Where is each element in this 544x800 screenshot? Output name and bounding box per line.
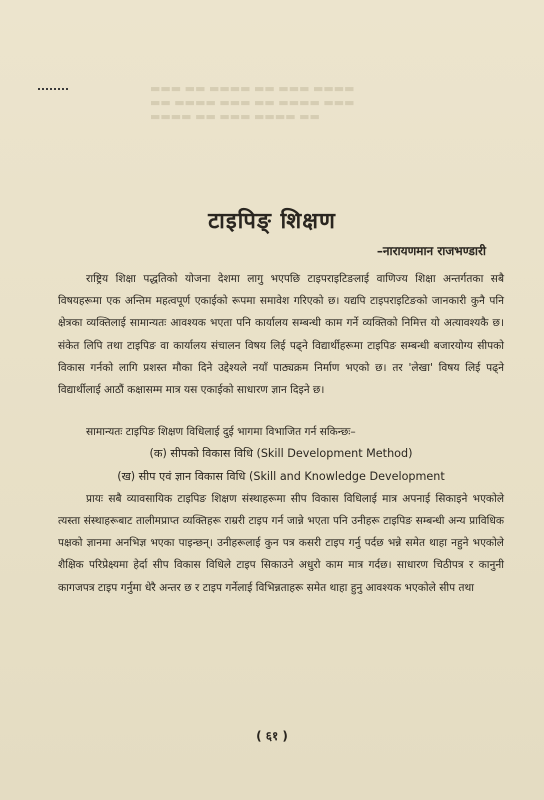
method-item-kha: (ख) सीप एवं ज्ञान विकास विधि (Skill and Knowledge Development: [117, 469, 445, 483]
bleed-through-text: ▬▬▬ ▬▬ ▬▬▬▬ ▬▬ ▬▬▬ ▬▬▬▬ ▬▬ ▬▬▬▬ ▬▬▬ ▬▬ ▬▬▬▬ ▬▬▬ ▬▬▬▬ ▬▬ ▬▬▬ ▬▬▬▬ ▬▬: [150, 82, 355, 123]
page-number: ( ६१ ): [256, 729, 288, 743]
author-byline: –नारायणमान राजभण्डारी: [376, 244, 486, 258]
page-title: टाइपिङ् शिक्षण: [208, 209, 336, 234]
closing-paragraph: प्रायः सबै व्यावसायिक टाइपिङ शिक्षण संस्थाहरूमा सीप विकास विधिलाई मात्र अपनाई सिकाइने भएकोले त्यस्ता संस्थाहरूबाट तालीमप्राप्त व्यक्तिहरू राम्ररी टाइप गर्न जान्ने भएता पनि उनीहरू टाइपिङ सम्बन्धी अन्य प्राविधिक पक्षको ज्ञानमा अनभिज्ञ भएका पाइन्छन्। उनीहरूलाई कुन पत्र कसरी टाइप गर्नु पर्दछ भन्ने समेत थाहा नहुने भएकोले शैक्षिक परिप्रेक्ष्यमा हेर्दा सीप विकास विधिले टाइप सिकाउने अधुरो काम मात्र गर्दछ। साधारण चिठीपत्र र कानुनी कागजपत्र टाइप गर्नुमा धेरै अन्तर छ र टाइप गर्नेलाई विभिन्नताहरू समेत थाहा हुनु आवश्यक भएकोले सीप तथा: [58, 492, 504, 594]
margin-marks: [38, 88, 68, 93]
article-body: [58, 268, 504, 599]
methods-intro: सामान्यतः टाइपिङ शिक्षण विधिलाई दुई भागमा विभाजित गर्न सकिन्छः–: [86, 426, 356, 439]
method-item-ka: (क) सीपको विकास विधि (Skill Development Method): [149, 447, 413, 461]
paragraph: राष्ट्रिय शिक्षा पद्धतिको योजना देशमा लागु भएपछि टाइपराइटिङलाई वाणिज्य शिक्षा अन्तर्गतका सबै विषयहरूमा एक अन्तिम महत्वपूर्ण एकाईको रूपमा समावेश गरिएको छ। यद्यपि टाइपराइटिङको जानकारी कुनै पनि क्षेत्रका व्यक्तिलाई सामान्यतः आवश्यक भएता पनि कार्यालय सम्बन्धी काम गर्ने व्यक्तिको निमित्त यो अत्यावश्यकै छ। संकेत लिपि तथा टाइपिङ वा कार्यालय संचालन विषय लिई पढ्ने विद्यार्थीहरूमा टाइपिङ सम्बन्धी बजारयोग्य सीपको विकास गर्नको लागि प्रशस्त मौका दिने उद्देश्यले नयाँ पाठ्यक्रम निर्माण भएको छ। तर 'लेखा' विषय लिई पढ्ने विद्यार्थीलाई आठौं कक्षासम्म मात्र यस एकाईको साधारण ज्ञान दिइने छ।: [58, 273, 504, 397]
